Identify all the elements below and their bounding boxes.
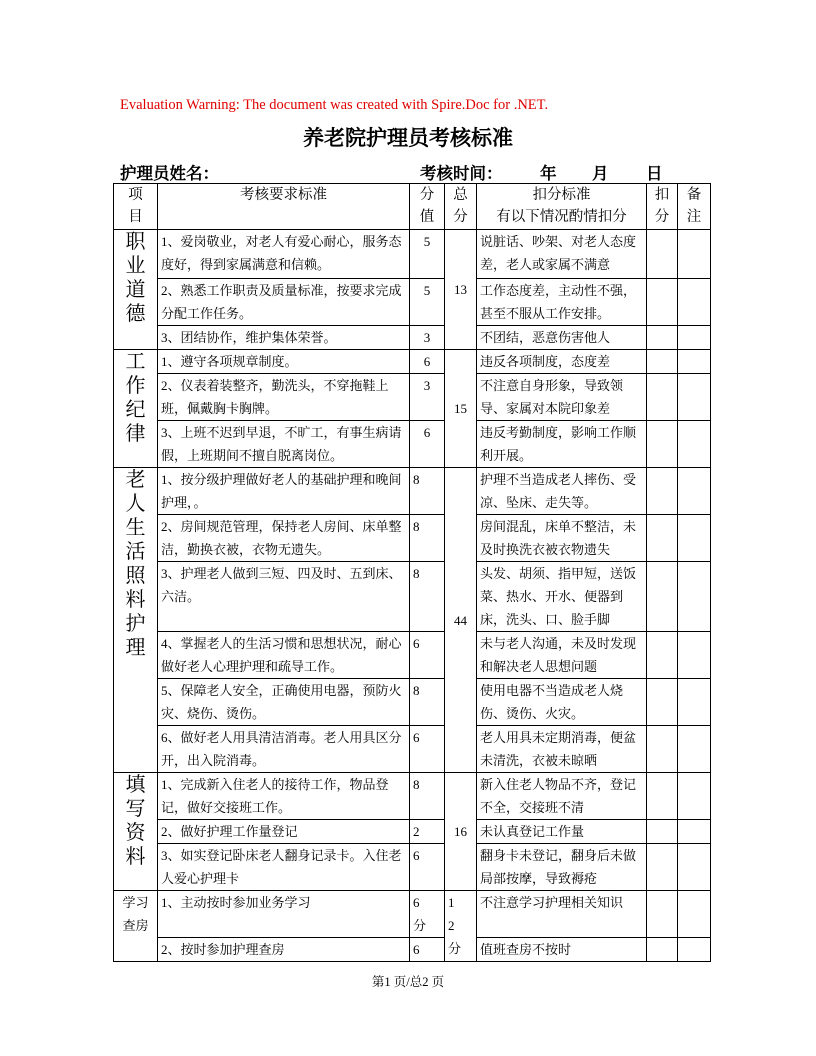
score-cell: 8 — [410, 468, 445, 515]
deduct-input-cell[interactable] — [647, 562, 678, 632]
table-row — [114, 515, 711, 562]
table-row — [114, 374, 711, 421]
name-label: 护理员姓名： — [120, 164, 219, 183]
score-cell: 8 — [410, 515, 445, 562]
table-row — [114, 562, 711, 632]
header-deduct: 扣 分 — [647, 184, 678, 230]
deduct-standard-cell: 违反各项制度，态度差 — [477, 350, 647, 374]
deduct-standard-cell: 头发、胡须、指甲短，送饭菜、热水、开水、便器到床，洗头、口、脸手脚 — [477, 562, 647, 632]
score-cell: 6 分 — [410, 891, 445, 938]
deduct-standard-cell: 不注意学习护理相关知识 — [477, 891, 647, 938]
document-title: 养老院护理员考核标准 — [303, 126, 513, 150]
deduct-input-cell[interactable] — [647, 468, 678, 515]
remark-input-cell[interactable] — [678, 279, 711, 326]
standard-cell: 1、爱岗敬业，对老人有爱心耐心，服务态度好，得到家属满意和信赖。 — [158, 230, 410, 279]
standard-cell: 4、掌握老人的生活习惯和思想状况，耐心做好老人心理护理和疏导工作。 — [158, 632, 410, 679]
standard-cell: 1、遵守各项规章制度。 — [158, 350, 410, 374]
score-cell: 3 — [410, 326, 445, 350]
score-cell: 6 — [410, 726, 445, 773]
category-cell: 填 写 资 料 — [114, 773, 158, 891]
score-cell: 6 — [410, 632, 445, 679]
deduct-input-cell[interactable] — [647, 891, 678, 938]
remark-input-cell[interactable] — [678, 468, 711, 515]
remark-input-cell[interactable] — [678, 891, 711, 938]
standard-cell: 2、做好护理工作量登记 — [158, 820, 410, 844]
score-cell: 6 — [410, 844, 445, 891]
deduct-input-cell[interactable] — [647, 820, 678, 844]
category-cell: 工 作 纪 律 — [114, 350, 158, 468]
table-row — [114, 279, 711, 326]
table-row — [114, 326, 711, 350]
table-row — [114, 421, 711, 468]
header-total: 总 分 — [445, 184, 477, 230]
standard-cell: 3、上班不迟到早退，不旷工，有事生病请假，上班期间不擅自脱离岗位。 — [158, 421, 410, 468]
standard-cell: 2、按时参加护理查房 — [158, 938, 410, 962]
score-cell: 5 — [410, 230, 445, 279]
standard-cell: 1、主动按时参加业务学习 — [158, 891, 410, 938]
remark-input-cell[interactable] — [678, 773, 711, 820]
header-standard: 考核要求标准 — [158, 184, 410, 230]
score-cell: 6 — [410, 938, 445, 962]
deduct-input-cell[interactable] — [647, 374, 678, 421]
score-cell: 3 — [410, 374, 445, 421]
header-score: 分 值 — [410, 184, 445, 230]
deduct-standard-cell: 新入住老人物品不齐，登记不全，交接班不清 — [477, 773, 647, 820]
standard-cell: 3、如实登记卧床老人翻身记录卡。入住老人爱心护理卡 — [158, 844, 410, 891]
remark-input-cell[interactable] — [678, 679, 711, 726]
category-cell: 学习 查房 — [114, 891, 158, 962]
deduct-standard-cell: 房间混乱，床单不整洁，未及时换洗衣被衣物遗失 — [477, 515, 647, 562]
category-cell: 老 人 生 活 照 料 护 理 — [114, 468, 158, 773]
deduct-standard-cell: 未与老人沟通，未及时发现和解决老人思想问题 — [477, 632, 647, 679]
standard-cell: 6、做好老人用具清洁消毒。老人用具区分开，出入院消毒。 — [158, 726, 410, 773]
remark-input-cell[interactable] — [678, 326, 711, 350]
deduct-input-cell[interactable] — [647, 844, 678, 891]
standard-cell: 2、熟悉工作职责及质量标准，按要求完成分配工作任务。 — [158, 279, 410, 326]
deduct-standard-cell: 翻身卡未登记，翻身后未做局部按摩，导致褥疮 — [477, 844, 647, 891]
standard-cell: 3、团结协作，维护集体荣誉。 — [158, 326, 410, 350]
deduct-standard-cell: 工作态度差，主动性不强，甚至不服从工作安排。 — [477, 279, 647, 326]
table-row — [114, 679, 711, 726]
table-row — [114, 938, 711, 962]
score-cell: 6 — [410, 421, 445, 468]
remark-input-cell[interactable] — [678, 938, 711, 962]
remark-input-cell[interactable] — [678, 374, 711, 421]
total-cell: 1 2 分 — [445, 891, 477, 962]
deduct-standard-cell: 护理不当造成老人摔伤、受凉、坠床、走失等。 — [477, 468, 647, 515]
deduct-standard-cell: 使用电器不当造成老人烧伤、烫伤、火灾。 — [477, 679, 647, 726]
deduct-input-cell[interactable] — [647, 326, 678, 350]
total-cell: 13 — [445, 230, 477, 350]
deduct-standard-cell: 未认真登记工作量 — [477, 820, 647, 844]
score-cell: 6 — [410, 350, 445, 374]
table-row — [114, 350, 711, 374]
table-row — [114, 773, 711, 820]
remark-input-cell[interactable] — [678, 421, 711, 468]
standard-cell: 1、按分级护理做好老人的基础护理和晚间护理，。 — [158, 468, 410, 515]
total-cell: 15 — [445, 350, 477, 468]
category-cell: 职 业 道 德 — [114, 230, 158, 350]
deduct-input-cell[interactable] — [647, 350, 678, 374]
table-row — [114, 726, 711, 773]
assessment-table — [113, 183, 711, 962]
deduct-input-cell[interactable] — [647, 421, 678, 468]
standard-cell: 2、仪表着装整齐，勤洗头，不穿拖鞋上班，佩戴胸卡胸牌。 — [158, 374, 410, 421]
table-row — [114, 468, 711, 515]
standard-cell: 5、保障老人安全，正确使用电器，预防火灾、烧伤、烫伤。 — [158, 679, 410, 726]
table-row — [114, 844, 711, 891]
deduct-standard-cell: 值班查房不按时 — [477, 938, 647, 962]
standard-cell: 1、完成新入住老人的接待工作，物品登记，做好交接班工作。 — [158, 773, 410, 820]
remark-input-cell[interactable] — [678, 562, 711, 632]
score-cell: 8 — [410, 773, 445, 820]
remark-input-cell[interactable] — [678, 515, 711, 562]
standard-cell: 3、护理老人做到三短、四及时、五到床、六洁。 — [158, 562, 410, 632]
total-cell: 16 — [445, 773, 477, 891]
day-label: 日 — [646, 164, 663, 183]
header-item: 项 目 — [114, 184, 158, 230]
deduct-input-cell[interactable] — [647, 279, 678, 326]
deduct-standard-cell: 不注意自身形象，导致领导、家属对本院印象差 — [477, 374, 647, 421]
score-cell: 8 — [410, 679, 445, 726]
deduct-input-cell[interactable] — [647, 726, 678, 773]
standard-cell: 2、房间规范管理，保持老人房间、床单整洁，勤换衣被，衣物无遗失。 — [158, 515, 410, 562]
page-footer: 第1 页/总2 页 — [371, 975, 445, 989]
time-label: 考核时间： — [420, 164, 503, 183]
total-cell: 44 — [445, 468, 477, 773]
table-row — [114, 891, 711, 938]
year-label: 年 — [540, 164, 557, 183]
header-deduct-standard: 扣分标准 有以下情况酌情扣分 — [477, 184, 647, 230]
deduct-standard-cell: 不团结，恶意伤害他人 — [477, 326, 647, 350]
deduct-input-cell[interactable] — [647, 515, 678, 562]
score-cell: 8 — [410, 562, 445, 632]
remark-input-cell[interactable] — [678, 820, 711, 844]
month-label: 月 — [592, 164, 609, 183]
deduct-standard-cell: 老人用具未定期消毒，便盆未清洗，衣被未晾晒 — [477, 726, 647, 773]
score-cell: 2 — [410, 820, 445, 844]
deduct-input-cell[interactable] — [647, 938, 678, 962]
remark-input-cell[interactable] — [678, 844, 711, 891]
table-row — [114, 632, 711, 679]
deduct-input-cell[interactable] — [647, 230, 678, 279]
remark-input-cell[interactable] — [678, 632, 711, 679]
deduct-standard-cell: 说脏话、吵架、对老人态度差，老人或家属不满意 — [477, 230, 647, 279]
table-row — [114, 820, 711, 844]
deduct-input-cell[interactable] — [647, 679, 678, 726]
header-remark: 备 注 — [678, 184, 711, 230]
header-row — [114, 184, 711, 230]
table-row — [114, 230, 711, 279]
remark-input-cell[interactable] — [678, 350, 711, 374]
score-cell: 5 — [410, 279, 445, 326]
deduct-input-cell[interactable] — [647, 773, 678, 820]
remark-input-cell[interactable] — [678, 230, 711, 279]
deduct-standard-cell: 违反考勤制度，影响工作顺利开展。 — [477, 421, 647, 468]
remark-input-cell[interactable] — [678, 726, 711, 773]
deduct-input-cell[interactable] — [647, 632, 678, 679]
evaluation-warning: Evaluation Warning: The document was created with Spire.Doc for .NET. — [120, 97, 549, 113]
